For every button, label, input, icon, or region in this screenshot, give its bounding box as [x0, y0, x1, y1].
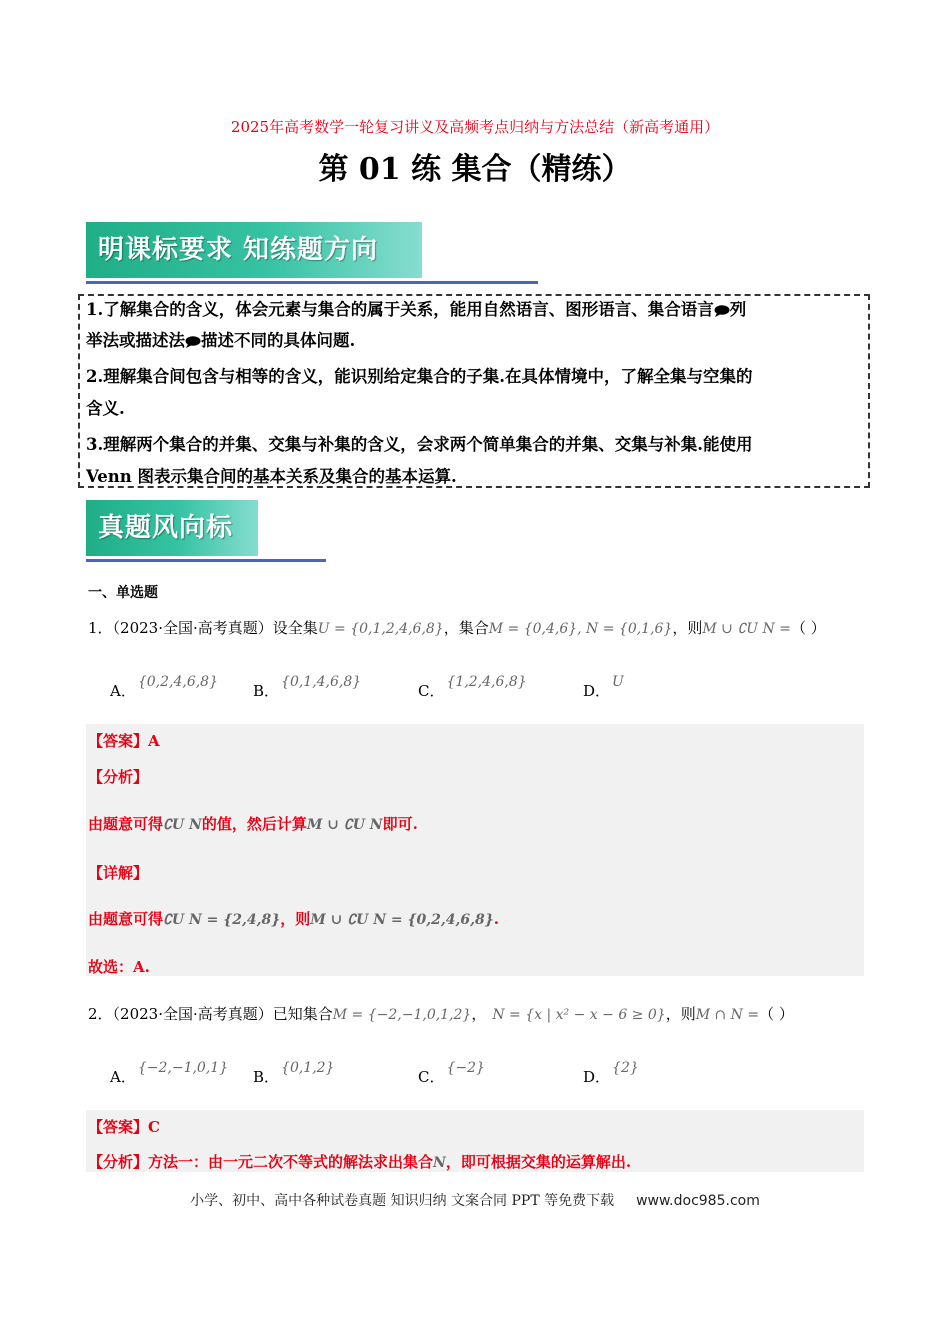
page-title: 第 01 练 集合（精练）	[318, 152, 632, 187]
requirement-1-line-2: 举法或描述法 描述不同的具体问题.	[86, 331, 356, 350]
math-expression: N = {x | x² − x − 6 ≥ 0}	[492, 1007, 666, 1023]
q1-choice: 故选：A.	[88, 958, 150, 976]
requirement-3-line-2: Venn 图表示集合间的基本关系及集合的基本运算.	[86, 467, 457, 486]
requirement-2-line-2: 含义.	[86, 399, 125, 418]
series-title: 2025年高考数学一轮复习讲义及高频考点归纳与方法总结（新高考通用）	[230, 118, 720, 136]
requirement-1-line-1: 1.了解集合的含义，体会元素与集合的属于关系，能用自然语言、图形语言、集合语言 列	[86, 300, 747, 319]
q2-option-b: B． {0,1,2}	[253, 1060, 335, 1086]
math-expression: M ∩ N =	[695, 1007, 760, 1023]
q1-option-c: C． {1,2,4,6,8}	[418, 674, 527, 700]
q2-option-d: D． {2}	[583, 1060, 639, 1086]
q1-detail-text: 由题意可得∁U N = {2,4,8}，则M ∪ ∁U N = {0,2,4,6,8}.	[88, 910, 499, 928]
question-2-stem: 2．（2023·全国·高考真题）已知集合M = {−2,−1,0,1,2}， N = {x | x² − x − 6 ≥ 0}，则M ∩ N =（ ）	[88, 1005, 794, 1023]
q1-solution-panel	[86, 724, 864, 976]
q1-answer: 【答案】A	[88, 732, 160, 750]
q2-option-c: C． {−2}	[418, 1060, 485, 1086]
section-heading: 一、单选题	[88, 585, 158, 601]
q2-answer: 【答案】C	[88, 1118, 160, 1136]
math-expression: M = {0,4,6}, N = {0,1,6}	[488, 621, 673, 637]
q1-option-a: A． {0,2,4,6,8}	[110, 674, 218, 700]
speech-bubble-icon	[714, 305, 730, 317]
q2-analysis-text: 【分析】方法一：由一元二次不等式的解法求出集合N，即可根据交集的运算解出.	[88, 1153, 632, 1171]
math-expression: M ∪ ∁U N =	[702, 621, 791, 637]
banner-underline	[86, 559, 326, 562]
q1-option-d: D． U	[583, 674, 624, 700]
q1-option-b: B． {0,1,4,6,8}	[253, 674, 362, 700]
requirement-2-line-1: 2.理解集合间包含与相等的含义，能识别给定集合的子集.在具体情境中，了解全集与空集的	[86, 367, 753, 386]
math-expression: M = {−2,−1,0,1,2}	[332, 1007, 472, 1023]
speech-bubble-icon	[185, 336, 201, 348]
question-1-stem: 1．（2023·全国·高考真题）设全集U = {0,1,2,4,6,8}，集合M = {0,4,6}, N = {0,1,6}，则M ∪ ∁U N =（ ）	[88, 619, 826, 637]
q1-analysis-label: 【分析】	[88, 768, 149, 786]
section-banner-past-exams: 真题风向标	[86, 500, 258, 556]
banner-underline	[86, 281, 538, 284]
q2-option-a: A． {−2,−1,0,1}	[110, 1060, 229, 1086]
q1-analysis-text: 由题意可得∁U N的值，然后计算M ∪ ∁U N即可.	[88, 815, 418, 833]
footer	[0, 1190, 950, 1210]
footer-url[interactable]: www.doc985.com	[636, 1193, 760, 1209]
math-expression: U = {0,1,2,4,6,8}	[317, 621, 444, 637]
footer-text: 小学、初中、高中各种试卷真题 知识归纳 文案合同 PPT 等免费下载	[190, 1193, 615, 1209]
section-banner-requirements: 明课标要求 知练题方向	[86, 222, 422, 278]
q1-detail-label: 【详解】	[88, 864, 149, 882]
requirement-3-line-1: 3.理解两个集合的并集、交集与补集的含义，会求两个简单集合的并集、交集与补集.能使用	[86, 435, 753, 454]
